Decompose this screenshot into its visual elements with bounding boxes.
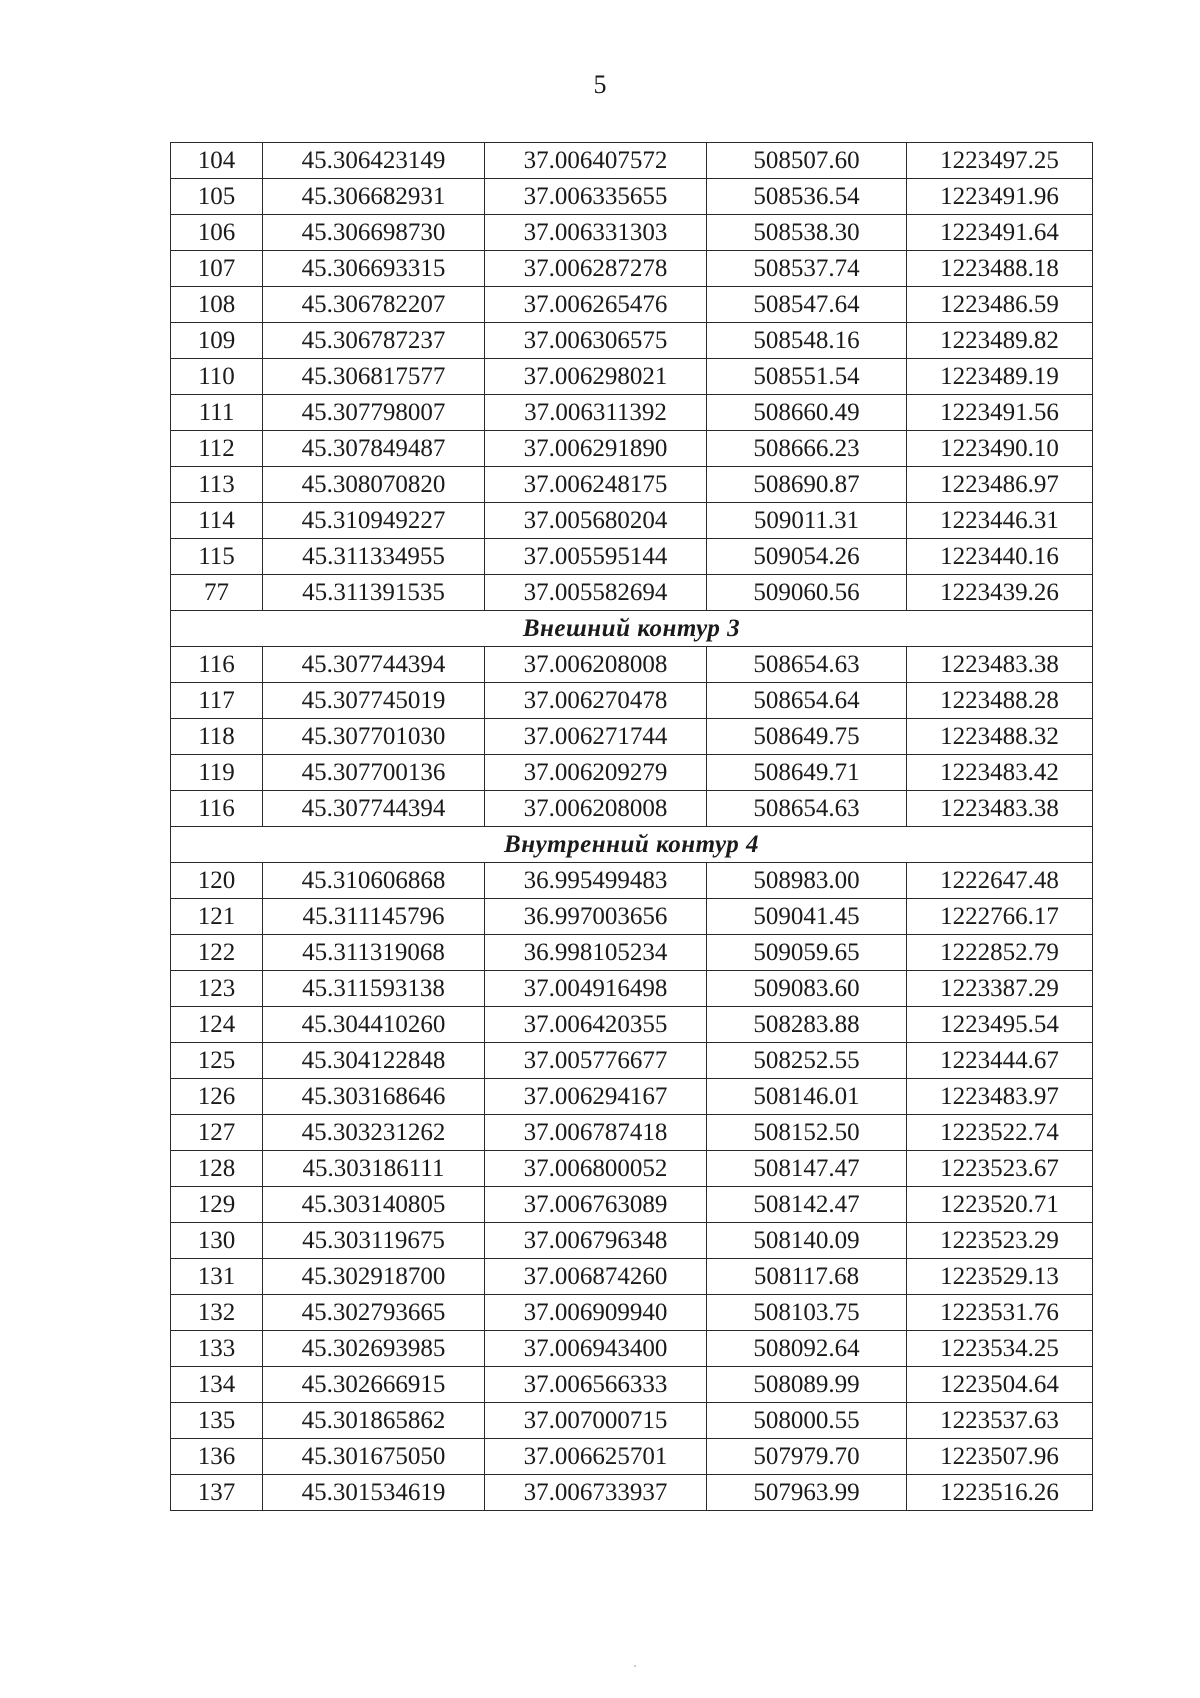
longitude-cell: 37.005582694 [485, 575, 707, 611]
point-number-cell: 116 [171, 791, 263, 827]
y-coordinate-cell: 1223483.97 [907, 1079, 1093, 1115]
coordinates-table-body [171, 143, 1093, 1511]
longitude-cell: 37.006294167 [485, 1079, 707, 1115]
longitude-cell: 37.006306575 [485, 323, 707, 359]
point-number-cell: 117 [171, 683, 263, 719]
point-number-cell: 116 [171, 647, 263, 683]
latitude-cell: 45.307701030 [263, 719, 485, 755]
table-row [171, 863, 1093, 899]
longitude-cell: 37.006298021 [485, 359, 707, 395]
y-coordinate-cell: 1223522.74 [907, 1115, 1093, 1151]
x-coordinate-cell: 508660.49 [707, 395, 907, 431]
y-coordinate-cell: 1223491.56 [907, 395, 1093, 431]
point-number-cell: 111 [171, 395, 263, 431]
y-coordinate-cell: 1223523.29 [907, 1223, 1093, 1259]
table-row [171, 287, 1093, 323]
table-row [171, 1007, 1093, 1043]
latitude-cell: 45.310949227 [263, 503, 485, 539]
table-row [171, 1115, 1093, 1151]
table-row [171, 1295, 1093, 1331]
latitude-cell: 45.311593138 [263, 971, 485, 1007]
latitude-cell: 45.303168646 [263, 1079, 485, 1115]
longitude-cell: 37.006420355 [485, 1007, 707, 1043]
point-number-cell: 122 [171, 935, 263, 971]
y-coordinate-cell: 1223491.64 [907, 215, 1093, 251]
table-row [171, 143, 1093, 179]
latitude-cell: 45.302793665 [263, 1295, 485, 1331]
point-number-cell: 125 [171, 1043, 263, 1079]
latitude-cell: 45.306817577 [263, 359, 485, 395]
x-coordinate-cell: 509054.26 [707, 539, 907, 575]
point-number-cell: 131 [171, 1259, 263, 1295]
point-number-cell: 77 [171, 575, 263, 611]
latitude-cell: 45.307745019 [263, 683, 485, 719]
latitude-cell: 45.307849487 [263, 431, 485, 467]
y-coordinate-cell: 1223489.82 [907, 323, 1093, 359]
latitude-cell: 45.311319068 [263, 935, 485, 971]
longitude-cell: 37.006291890 [485, 431, 707, 467]
y-coordinate-cell: 1223529.13 [907, 1259, 1093, 1295]
longitude-cell: 37.006335655 [485, 179, 707, 215]
x-coordinate-cell: 508000.55 [707, 1403, 907, 1439]
point-number-cell: 124 [171, 1007, 263, 1043]
section-header-row [171, 611, 1093, 647]
longitude-cell: 37.006566333 [485, 1367, 707, 1403]
y-coordinate-cell: 1223504.64 [907, 1367, 1093, 1403]
longitude-cell: 37.005776677 [485, 1043, 707, 1079]
table-row [171, 467, 1093, 503]
x-coordinate-cell: 508548.16 [707, 323, 907, 359]
page-number: 5 [593, 70, 607, 99]
x-coordinate-cell: 508547.64 [707, 287, 907, 323]
latitude-cell: 45.307744394 [263, 647, 485, 683]
table-row [171, 1187, 1093, 1223]
x-coordinate-cell: 508649.75 [707, 719, 907, 755]
x-coordinate-cell: 507979.70 [707, 1439, 907, 1475]
longitude-cell: 36.995499483 [485, 863, 707, 899]
point-number-cell: 106 [171, 215, 263, 251]
y-coordinate-cell: 1223440.16 [907, 539, 1093, 575]
point-number-cell: 134 [171, 1367, 263, 1403]
coordinates-table [170, 142, 1093, 1511]
table-row [171, 251, 1093, 287]
y-coordinate-cell: 1223520.71 [907, 1187, 1093, 1223]
latitude-cell: 45.301675050 [263, 1439, 485, 1475]
point-number-cell: 108 [171, 287, 263, 323]
table-row [171, 755, 1093, 791]
longitude-cell: 37.006800052 [485, 1151, 707, 1187]
y-coordinate-cell: 1223486.59 [907, 287, 1093, 323]
point-number-cell: 132 [171, 1295, 263, 1331]
x-coordinate-cell: 508283.88 [707, 1007, 907, 1043]
longitude-cell: 37.006271744 [485, 719, 707, 755]
longitude-cell: 37.006248175 [485, 467, 707, 503]
latitude-cell: 45.307700136 [263, 755, 485, 791]
table-row [171, 935, 1093, 971]
x-coordinate-cell: 508103.75 [707, 1295, 907, 1331]
latitude-cell: 45.303119675 [263, 1223, 485, 1259]
y-coordinate-cell: 1223495.54 [907, 1007, 1093, 1043]
table-row [171, 1043, 1093, 1079]
longitude-cell: 37.006270478 [485, 683, 707, 719]
latitude-cell: 45.302666915 [263, 1367, 485, 1403]
latitude-cell: 45.306423149 [263, 143, 485, 179]
longitude-cell: 37.006874260 [485, 1259, 707, 1295]
table-row [171, 683, 1093, 719]
section-title: Внутренний контур 4 [171, 827, 1093, 863]
point-number-cell: 118 [171, 719, 263, 755]
y-coordinate-cell: 1223387.29 [907, 971, 1093, 1007]
point-number-cell: 119 [171, 755, 263, 791]
table-row [171, 395, 1093, 431]
point-number-cell: 126 [171, 1079, 263, 1115]
y-coordinate-cell: 1223488.32 [907, 719, 1093, 755]
latitude-cell: 45.310606868 [263, 863, 485, 899]
point-number-cell: 137 [171, 1475, 263, 1511]
latitude-cell: 45.301865862 [263, 1403, 485, 1439]
x-coordinate-cell: 508983.00 [707, 863, 907, 899]
longitude-cell: 37.006407572 [485, 143, 707, 179]
table-row [171, 1439, 1093, 1475]
x-coordinate-cell: 508146.01 [707, 1079, 907, 1115]
latitude-cell: 45.302693985 [263, 1331, 485, 1367]
longitude-cell: 37.006311392 [485, 395, 707, 431]
longitude-cell: 37.006943400 [485, 1331, 707, 1367]
point-number-cell: 107 [171, 251, 263, 287]
table-row [171, 1475, 1093, 1511]
latitude-cell: 45.308070820 [263, 467, 485, 503]
x-coordinate-cell: 508690.87 [707, 467, 907, 503]
y-coordinate-cell: 1223439.26 [907, 575, 1093, 611]
latitude-cell: 45.306698730 [263, 215, 485, 251]
y-coordinate-cell: 1223489.19 [907, 359, 1093, 395]
x-coordinate-cell: 509041.45 [707, 899, 907, 935]
longitude-cell: 37.006209279 [485, 755, 707, 791]
longitude-cell: 37.006331303 [485, 215, 707, 251]
latitude-cell: 45.311391535 [263, 575, 485, 611]
point-number-cell: 136 [171, 1439, 263, 1475]
x-coordinate-cell: 508117.68 [707, 1259, 907, 1295]
latitude-cell: 45.306693315 [263, 251, 485, 287]
x-coordinate-cell: 508140.09 [707, 1223, 907, 1259]
longitude-cell: 37.006208008 [485, 647, 707, 683]
point-number-cell: 109 [171, 323, 263, 359]
point-number-cell: 135 [171, 1403, 263, 1439]
x-coordinate-cell: 508507.60 [707, 143, 907, 179]
y-coordinate-cell: 1223483.42 [907, 755, 1093, 791]
table-row [171, 359, 1093, 395]
x-coordinate-cell: 508666.23 [707, 431, 907, 467]
longitude-cell: 37.005595144 [485, 539, 707, 575]
y-coordinate-cell: 1223534.25 [907, 1331, 1093, 1367]
x-coordinate-cell: 509060.56 [707, 575, 907, 611]
table-row [171, 899, 1093, 935]
table-row [171, 1259, 1093, 1295]
point-number-cell: 123 [171, 971, 263, 1007]
y-coordinate-cell: 1222647.48 [907, 863, 1093, 899]
y-coordinate-cell: 1222766.17 [907, 899, 1093, 935]
x-coordinate-cell: 509011.31 [707, 503, 907, 539]
longitude-cell: 37.006287278 [485, 251, 707, 287]
point-number-cell: 121 [171, 899, 263, 935]
latitude-cell: 45.304122848 [263, 1043, 485, 1079]
point-number-cell: 115 [171, 539, 263, 575]
y-coordinate-cell: 1223531.76 [907, 1295, 1093, 1331]
latitude-cell: 45.303140805 [263, 1187, 485, 1223]
point-number-cell: 133 [171, 1331, 263, 1367]
y-coordinate-cell: 1223523.67 [907, 1151, 1093, 1187]
table-row [171, 215, 1093, 251]
x-coordinate-cell: 508536.54 [707, 179, 907, 215]
latitude-cell: 45.301534619 [263, 1475, 485, 1511]
table-row [171, 791, 1093, 827]
x-coordinate-cell: 508092.64 [707, 1331, 907, 1367]
y-coordinate-cell: 1223486.97 [907, 467, 1093, 503]
latitude-cell: 45.306787237 [263, 323, 485, 359]
longitude-cell: 37.004916498 [485, 971, 707, 1007]
latitude-cell: 45.311145796 [263, 899, 485, 935]
y-coordinate-cell: 1223516.26 [907, 1475, 1093, 1511]
table-row [171, 1331, 1093, 1367]
point-number-cell: 127 [171, 1115, 263, 1151]
longitude-cell: 36.998105234 [485, 935, 707, 971]
x-coordinate-cell: 508551.54 [707, 359, 907, 395]
x-coordinate-cell: 509083.60 [707, 971, 907, 1007]
table-row [171, 1367, 1093, 1403]
point-number-cell: 105 [171, 179, 263, 215]
point-number-cell: 112 [171, 431, 263, 467]
longitude-cell: 37.006763089 [485, 1187, 707, 1223]
y-coordinate-cell: 1223537.63 [907, 1403, 1093, 1439]
x-coordinate-cell: 507963.99 [707, 1475, 907, 1511]
table-row [171, 503, 1093, 539]
table-row [171, 1403, 1093, 1439]
table-row [171, 647, 1093, 683]
latitude-cell: 45.311334955 [263, 539, 485, 575]
point-number-cell: 113 [171, 467, 263, 503]
table-row [171, 575, 1093, 611]
x-coordinate-cell: 508147.47 [707, 1151, 907, 1187]
section-title: Внешний контур 3 [171, 611, 1093, 647]
x-coordinate-cell: 508152.50 [707, 1115, 907, 1151]
latitude-cell: 45.306682931 [263, 179, 485, 215]
x-coordinate-cell: 508538.30 [707, 215, 907, 251]
scan-speck [634, 1665, 636, 1667]
table-row [171, 719, 1093, 755]
latitude-cell: 45.307744394 [263, 791, 485, 827]
longitude-cell: 37.006208008 [485, 791, 707, 827]
table-row [171, 431, 1093, 467]
point-number-cell: 120 [171, 863, 263, 899]
x-coordinate-cell: 508252.55 [707, 1043, 907, 1079]
y-coordinate-cell: 1222852.79 [907, 935, 1093, 971]
y-coordinate-cell: 1223444.67 [907, 1043, 1093, 1079]
latitude-cell: 45.307798007 [263, 395, 485, 431]
table-row [171, 1079, 1093, 1115]
latitude-cell: 45.303186111 [263, 1151, 485, 1187]
x-coordinate-cell: 508654.64 [707, 683, 907, 719]
longitude-cell: 36.997003656 [485, 899, 707, 935]
y-coordinate-cell: 1223446.31 [907, 503, 1093, 539]
point-number-cell: 110 [171, 359, 263, 395]
y-coordinate-cell: 1223483.38 [907, 647, 1093, 683]
point-number-cell: 130 [171, 1223, 263, 1259]
y-coordinate-cell: 1223507.96 [907, 1439, 1093, 1475]
y-coordinate-cell: 1223491.96 [907, 179, 1093, 215]
table-row [171, 323, 1093, 359]
table-row [171, 539, 1093, 575]
table-row [171, 1223, 1093, 1259]
point-number-cell: 114 [171, 503, 263, 539]
x-coordinate-cell: 508089.99 [707, 1367, 907, 1403]
y-coordinate-cell: 1223488.18 [907, 251, 1093, 287]
x-coordinate-cell: 508537.74 [707, 251, 907, 287]
longitude-cell: 37.006909940 [485, 1295, 707, 1331]
x-coordinate-cell: 508142.47 [707, 1187, 907, 1223]
point-number-cell: 104 [171, 143, 263, 179]
point-number-cell: 129 [171, 1187, 263, 1223]
x-coordinate-cell: 508649.71 [707, 755, 907, 791]
y-coordinate-cell: 1223483.38 [907, 791, 1093, 827]
longitude-cell: 37.006787418 [485, 1115, 707, 1151]
x-coordinate-cell: 508654.63 [707, 647, 907, 683]
longitude-cell: 37.006265476 [485, 287, 707, 323]
y-coordinate-cell: 1223497.25 [907, 143, 1093, 179]
point-number-cell: 128 [171, 1151, 263, 1187]
table-row [171, 1151, 1093, 1187]
y-coordinate-cell: 1223488.28 [907, 683, 1093, 719]
longitude-cell: 37.005680204 [485, 503, 707, 539]
latitude-cell: 45.306782207 [263, 287, 485, 323]
latitude-cell: 45.303231262 [263, 1115, 485, 1151]
x-coordinate-cell: 508654.63 [707, 791, 907, 827]
longitude-cell: 37.006796348 [485, 1223, 707, 1259]
y-coordinate-cell: 1223490.10 [907, 431, 1093, 467]
longitude-cell: 37.006625701 [485, 1439, 707, 1475]
longitude-cell: 37.006733937 [485, 1475, 707, 1511]
latitude-cell: 45.302918700 [263, 1259, 485, 1295]
section-header-row [171, 827, 1093, 863]
table-row [171, 179, 1093, 215]
x-coordinate-cell: 509059.65 [707, 935, 907, 971]
longitude-cell: 37.007000715 [485, 1403, 707, 1439]
table-row [171, 971, 1093, 1007]
latitude-cell: 45.304410260 [263, 1007, 485, 1043]
